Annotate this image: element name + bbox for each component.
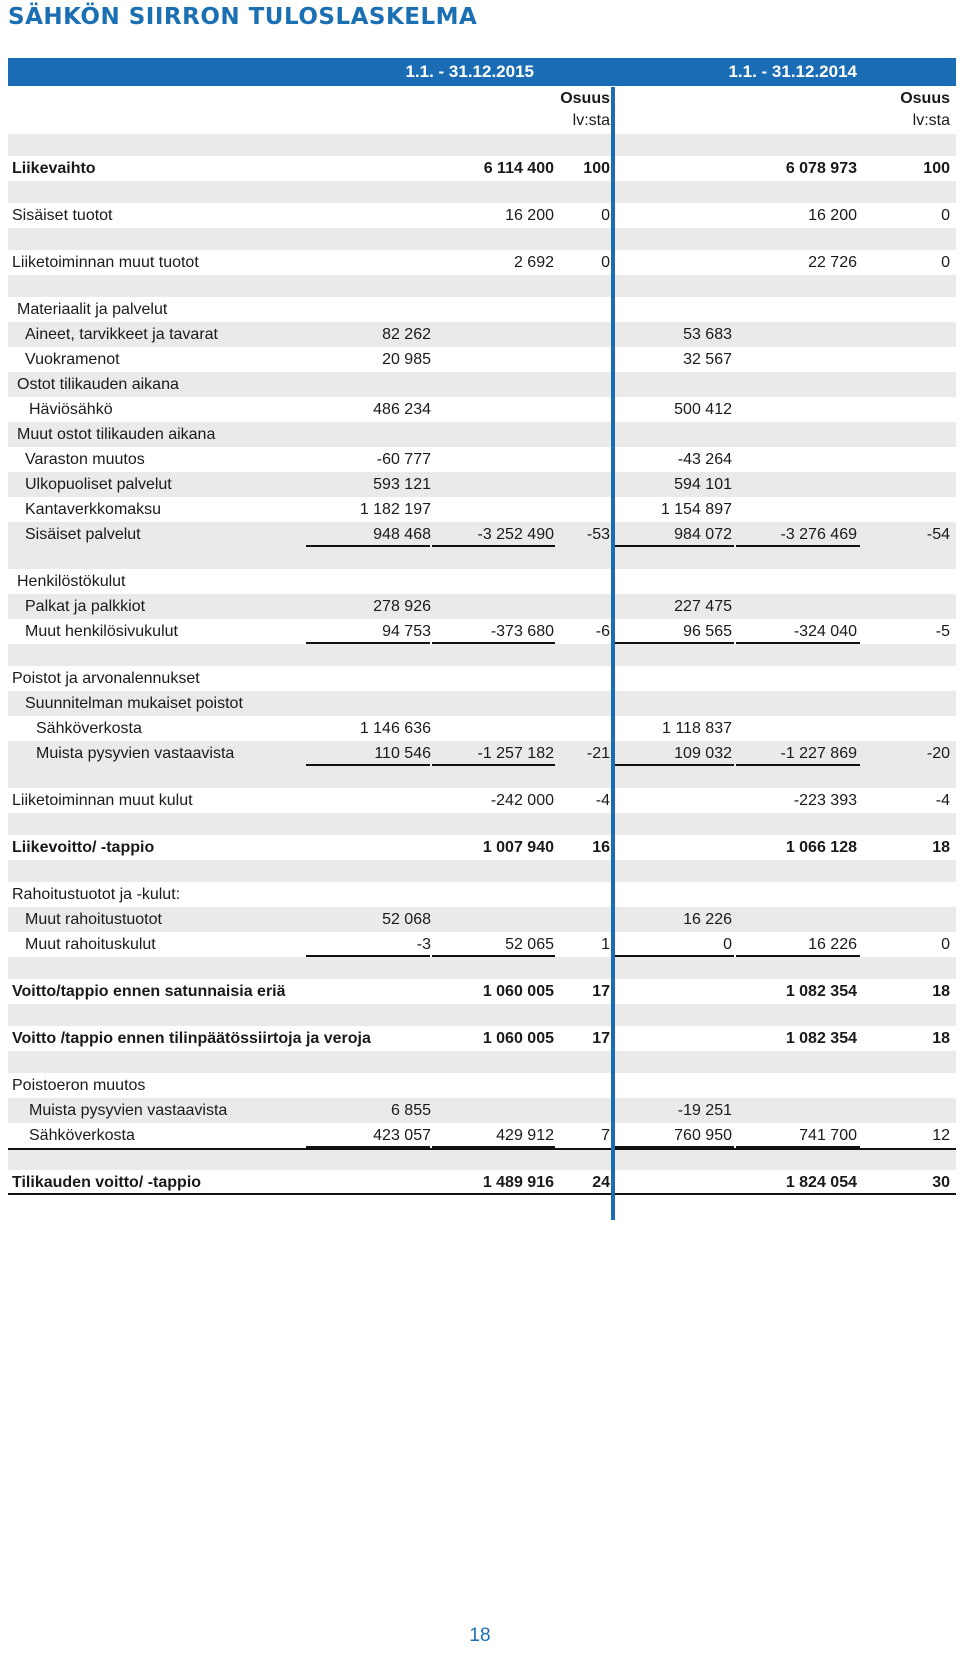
table-row — [8, 691, 956, 716]
value-c6: 100 — [923, 160, 950, 177]
row-label: Muut henkilösivukulut — [25, 623, 178, 640]
table-row — [8, 372, 956, 397]
table-row — [8, 156, 956, 181]
spacer-row — [8, 766, 956, 788]
value-c6: 18 — [932, 1030, 950, 1047]
value-c6: 18 — [932, 839, 950, 856]
table-row — [8, 297, 956, 322]
table-row — [8, 1073, 956, 1098]
value-c5: -3 276 469 — [780, 526, 857, 543]
row-label: Sähköverkosta — [36, 720, 142, 737]
value-c4: 32 567 — [683, 351, 732, 368]
row-label: Voitto/tappio ennen satunnaisia eriä — [12, 983, 286, 1000]
share-header-row — [8, 86, 956, 134]
spacer-row — [8, 134, 956, 156]
value-c4: 760 950 — [674, 1127, 732, 1144]
value-c3: 7 — [601, 1127, 610, 1144]
value-c1: 423 057 — [373, 1127, 431, 1144]
spacer-row — [8, 860, 956, 882]
row-label: Muut ostot tilikauden aikana — [17, 426, 216, 443]
value-c4: 0 — [723, 936, 732, 953]
table-row — [8, 979, 956, 1004]
value-c2: -242 000 — [490, 792, 554, 809]
period-2014-heading: 1.1. - 31.12.2014 — [728, 62, 857, 81]
value-c2: 52 065 — [505, 936, 554, 953]
value-c6: -54 — [926, 526, 950, 543]
page-title: SÄHKÖN SIIRRON TULOSLASKELMA — [8, 4, 478, 30]
value-c6: -20 — [926, 745, 950, 762]
spacer-row — [8, 1148, 956, 1170]
value-c5: 22 726 — [808, 254, 857, 271]
table-row — [8, 322, 956, 347]
spacer-row — [8, 228, 956, 250]
spacer-row — [8, 547, 956, 569]
row-label: Muut rahoitustuotot — [25, 911, 162, 928]
value-c3: 16 — [592, 839, 610, 856]
income-statement-table — [8, 58, 956, 1195]
row-label: Varaston muutos — [25, 451, 145, 468]
value-c1: 948 468 — [373, 526, 431, 543]
value-c1: 82 262 — [382, 326, 431, 343]
value-c2: 6 114 400 — [483, 160, 554, 177]
table-row — [8, 497, 956, 522]
row-label: Materiaalit ja palvelut — [17, 301, 168, 318]
value-c6: 18 — [932, 983, 950, 1000]
value-c1: -60 777 — [376, 451, 431, 468]
period-2015-heading: 1.1. - 31.12.2015 — [405, 62, 534, 81]
row-label: Poistoeron muutos — [12, 1077, 146, 1094]
value-c3: -4 — [595, 792, 610, 809]
spacer-row — [8, 181, 956, 203]
value-c6: 0 — [941, 207, 950, 224]
value-c5: -223 393 — [793, 792, 857, 809]
table-row — [8, 1170, 956, 1195]
value-c4: 1 154 897 — [660, 501, 732, 518]
table-row — [8, 203, 956, 228]
value-c4: -19 251 — [677, 1102, 732, 1119]
row-label: Ostot tilikauden aikana — [17, 376, 179, 393]
value-c2: 429 912 — [496, 1127, 554, 1144]
row-label: Sähköverkosta — [29, 1127, 135, 1144]
table-row — [8, 569, 956, 594]
value-c6: 0 — [941, 936, 950, 953]
value-c5: 1 082 354 — [785, 983, 857, 1000]
value-c1: 1 146 636 — [359, 720, 431, 737]
value-c3: -21 — [586, 745, 610, 762]
value-c3: -6 — [595, 623, 610, 640]
value-c4: 96 565 — [683, 623, 732, 640]
row-label: Poistot ja arvonalennukset — [12, 670, 200, 687]
value-c5: 1 082 354 — [785, 1030, 857, 1047]
value-c5: 16 200 — [808, 207, 857, 224]
value-c6: 0 — [941, 254, 950, 271]
row-label: Muista pysyvien vastaavista — [29, 1102, 228, 1119]
column-divider — [611, 87, 615, 1220]
value-c1: 593 121 — [373, 476, 431, 493]
table-row — [8, 666, 956, 691]
value-c3: 17 — [592, 983, 610, 1000]
row-label: Liiketoiminnan muut tuotot — [12, 254, 199, 271]
share-heading-2015: Osuus lv:sta — [560, 90, 610, 129]
value-c1: 20 985 — [382, 351, 431, 368]
value-c2: -3 252 490 — [477, 526, 554, 543]
table-header — [8, 58, 956, 86]
table-row — [8, 1098, 956, 1123]
table-row — [8, 250, 956, 275]
spacer-row — [8, 813, 956, 835]
row-label: Muista pysyvien vastaavista — [36, 745, 235, 762]
row-label: Kantaverkkomaksu — [25, 501, 162, 518]
row-label: Sisäiset palvelut — [25, 526, 141, 543]
value-c4: -43 264 — [677, 451, 732, 468]
total-bottom-rule — [8, 1193, 956, 1195]
value-c4: 53 683 — [683, 326, 732, 343]
row-label: Suunnitelman mukaiset poistot — [25, 695, 243, 712]
share-heading-2014: Osuus lv:sta — [900, 90, 950, 129]
value-c1: 52 068 — [382, 911, 431, 928]
value-c5: 741 700 — [799, 1127, 857, 1144]
value-c4: 109 032 — [674, 745, 732, 762]
value-c3: 0 — [601, 207, 610, 224]
table-row — [8, 788, 956, 813]
value-c2: 1 489 916 — [482, 1174, 554, 1191]
row-label: Liikevoitto/ -tappio — [12, 839, 155, 856]
value-c5: 6 078 973 — [785, 160, 857, 177]
table-row — [8, 619, 956, 644]
value-c2: 1 007 940 — [482, 839, 554, 856]
row-label: Aineet, tarvikkeet ja tavarat — [25, 326, 218, 343]
table-body — [8, 134, 956, 1195]
value-c1: 6 855 — [390, 1102, 431, 1119]
value-c1: 486 234 — [373, 401, 431, 418]
row-label: Liiketoiminnan muut kulut — [12, 792, 193, 809]
value-c6: 12 — [932, 1127, 950, 1144]
value-c3: 100 — [583, 160, 610, 177]
table-row — [8, 741, 956, 766]
value-c3: 17 — [592, 1030, 610, 1047]
value-c4: 594 101 — [674, 476, 732, 493]
value-c6: -5 — [935, 623, 950, 640]
row-label: Tilikauden voitto/ -tappio — [12, 1174, 202, 1191]
spacer-row — [8, 644, 956, 666]
value-c2: -1 257 182 — [477, 745, 554, 762]
row-label: Ulkopuoliset palvelut — [25, 476, 172, 493]
table-row — [8, 882, 956, 907]
value-c1: 94 753 — [382, 623, 431, 640]
row-label: Häviösähkö — [29, 401, 113, 418]
value-c3: 0 — [601, 254, 610, 271]
row-label: Muut rahoituskulut — [25, 936, 156, 953]
value-c5: 1 066 128 — [785, 839, 857, 856]
value-c5: 16 226 — [808, 936, 857, 953]
page-number: 18 — [469, 1625, 491, 1646]
table-row — [8, 397, 956, 422]
table-row — [8, 1123, 956, 1148]
table-row — [8, 835, 956, 860]
value-c4: 500 412 — [674, 401, 732, 418]
table-row — [8, 447, 956, 472]
value-c6: -4 — [935, 792, 950, 809]
spacer-row — [8, 275, 956, 297]
value-c4: 1 118 837 — [662, 720, 732, 737]
row-label: Sisäiset tuotot — [12, 207, 113, 224]
row-label: Rahoitustuotot ja -kulut: — [12, 886, 181, 903]
value-c3: -53 — [586, 526, 610, 543]
row-label: Voitto /tappio ennen tilinpäätössiirtoja ja veroja — [12, 1030, 371, 1047]
spacer-row — [8, 1051, 956, 1073]
table-row — [8, 422, 956, 447]
value-c5: -1 227 869 — [780, 745, 857, 762]
value-c2: 16 200 — [505, 207, 554, 224]
table-row — [8, 594, 956, 619]
value-c3: 24 — [592, 1174, 610, 1191]
row-label: Vuokramenot — [25, 351, 120, 368]
table-row — [8, 907, 956, 932]
row-label: Palkat ja palkkiot — [25, 598, 146, 615]
table-row — [8, 522, 956, 547]
table-row — [8, 472, 956, 497]
spacer-row — [8, 957, 956, 979]
value-c5: 1 824 054 — [785, 1174, 857, 1191]
value-c2: 1 060 005 — [482, 1030, 554, 1047]
table-row — [8, 347, 956, 372]
value-c2: 1 060 005 — [482, 983, 554, 1000]
value-c2: 2 692 — [513, 254, 554, 271]
total-rule — [8, 1148, 956, 1150]
table-row — [8, 932, 956, 957]
value-c1: 110 546 — [374, 745, 431, 762]
value-c4: 227 475 — [674, 598, 732, 615]
value-c2: -373 680 — [490, 623, 554, 640]
value-c6: 30 — [932, 1174, 950, 1191]
value-c1: 1 182 197 — [359, 501, 431, 518]
row-label: Henkilöstökulut — [17, 573, 126, 590]
value-c3: 1 — [601, 936, 610, 953]
value-c5: -324 040 — [793, 623, 857, 640]
value-c1: 278 926 — [373, 598, 431, 615]
spacer-row — [8, 1004, 956, 1026]
table-row — [8, 1026, 956, 1051]
value-c4: 984 072 — [674, 526, 732, 543]
table-row — [8, 716, 956, 741]
row-label: Liikevaihto — [12, 160, 96, 177]
value-c1: -3 — [416, 936, 431, 953]
value-c4: 16 226 — [683, 911, 732, 928]
